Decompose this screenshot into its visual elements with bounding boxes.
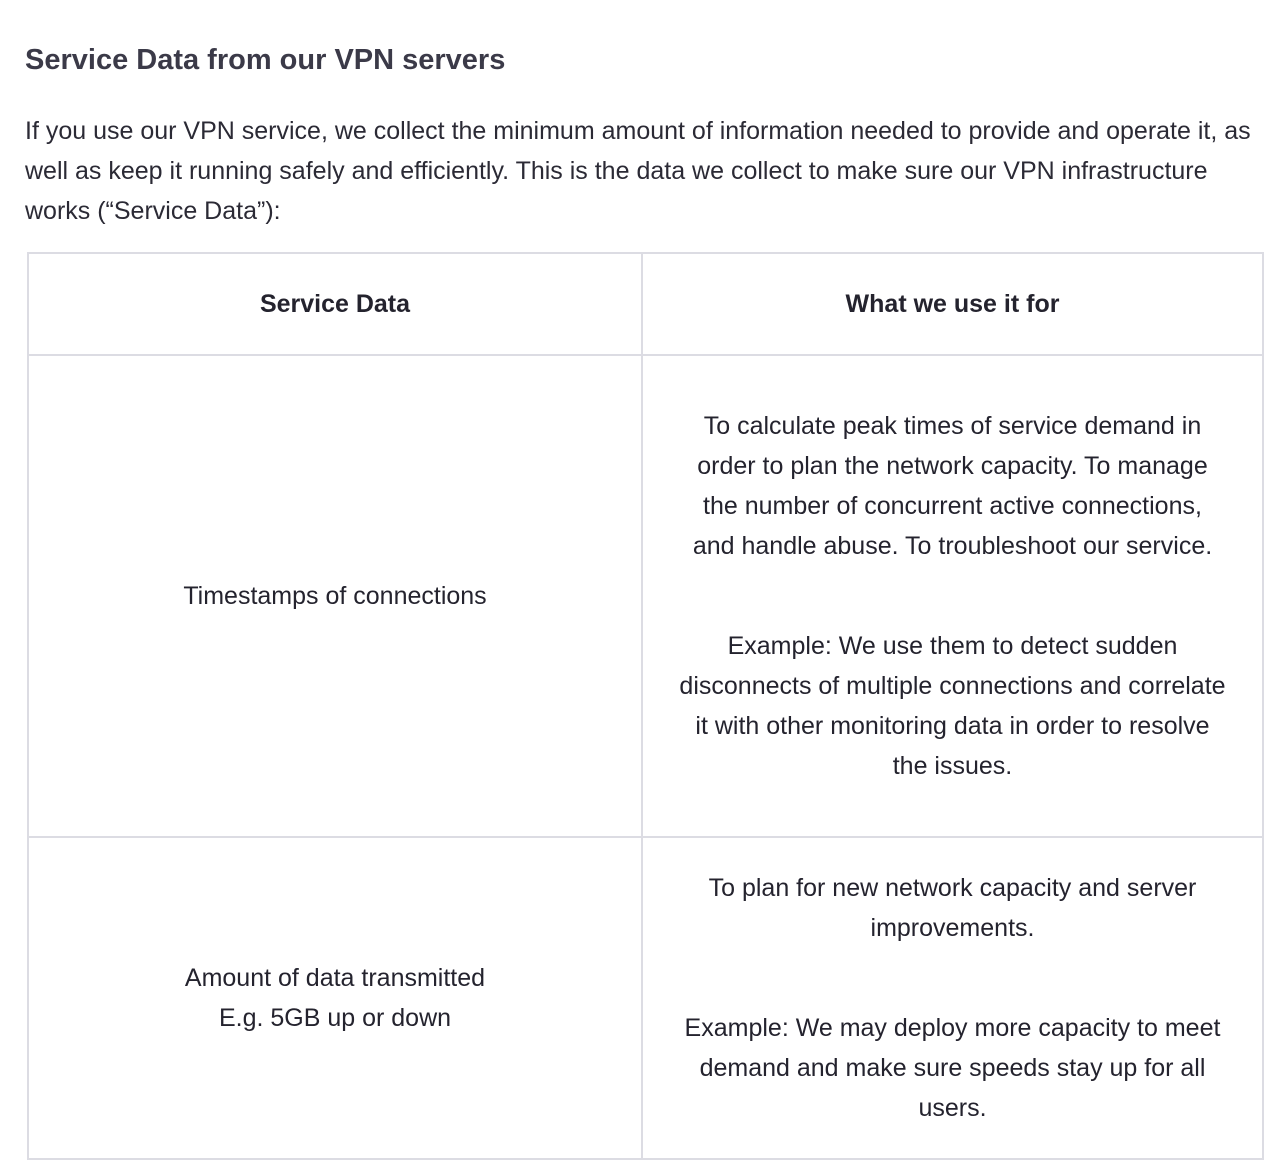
data-type-label: Amount of data transmitted bbox=[184, 964, 486, 992]
intro-paragraph: If you use our VPN service, we collect the minimum amount of information needed to provide and operate it, as well as keep it running safely and efficiently. This is the data we collect to make sure our VPN infrastructure works (“Service Data”): bbox=[25, 117, 1251, 225]
purpose-text: To calculate peak times of service demand in order to plan the network capacity. To manage the number of concurrent active connections, and handle abuse. To troubleshoot our service. bbox=[692, 412, 1213, 560]
table-row bbox=[28, 355, 1263, 837]
header-what-we-use-it-for: What we use it for bbox=[642, 253, 1263, 355]
purpose-text: To plan for new network capacity and server improvements. bbox=[708, 874, 1197, 942]
data-type-cell bbox=[28, 355, 642, 837]
section-heading: Service Data from our VPN servers bbox=[25, 44, 506, 76]
example-text: Example: We use them to detect sudden disconnects of multiple connections and correlate it with other monitoring data in order to resolve the issues. bbox=[679, 632, 1226, 780]
table-row bbox=[28, 837, 1263, 1159]
purpose-cell bbox=[642, 837, 1263, 1159]
header-service-data: Service Data bbox=[28, 253, 642, 355]
table-header-row bbox=[28, 253, 1263, 355]
purpose-cell bbox=[642, 355, 1263, 837]
data-type-cell bbox=[28, 837, 642, 1159]
data-type-example: E.g. 5GB up or down bbox=[218, 1004, 452, 1032]
data-type-label: Timestamps of connections bbox=[183, 582, 487, 610]
example-text: Example: We may deploy more capacity to meet demand and make sure speeds stay up for all users. bbox=[684, 1014, 1221, 1122]
service-data-table bbox=[27, 252, 1264, 1160]
